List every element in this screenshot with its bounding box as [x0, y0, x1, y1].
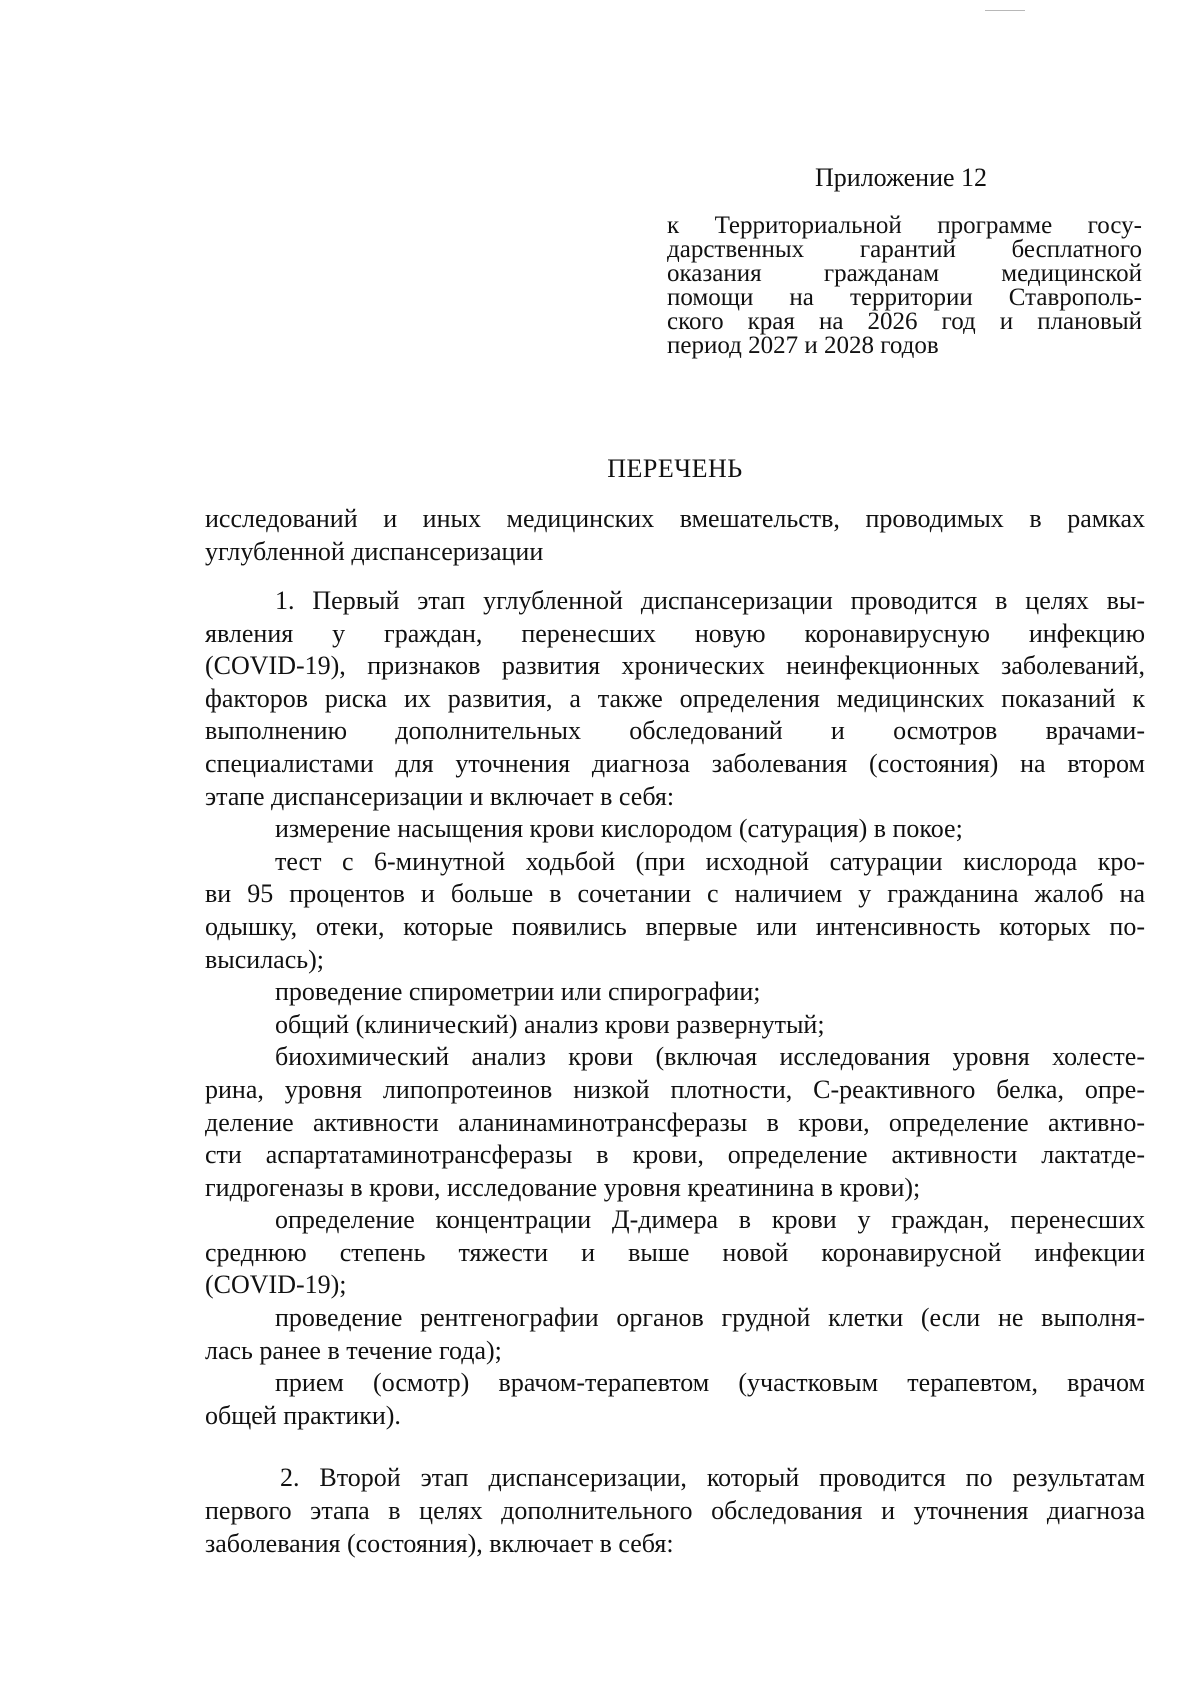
list-item-continuation: рина, уровня липопротеинов низкой плотности, С-реактивного белка, опре- — [205, 1074, 1145, 1104]
paragraph-line: специалистами для уточнения диагноза заболевания (состояния) на втором — [205, 748, 1145, 778]
list-item: проведение спирометрии или спирографии; — [275, 977, 761, 1007]
appendix-line: дарственных гарантий бесплатного — [667, 236, 1142, 263]
paragraph-line: явления у граждан, перенесших новую коронавирусную инфекцию — [205, 618, 1145, 648]
document-heading: ПЕРЕЧЕНЬ — [607, 454, 743, 483]
document-subtitle — [205, 503, 1145, 568]
list-item-continuation: высилась); — [205, 944, 324, 974]
list-item: тест с 6-минутной ходьбой (при исходной сатурации кислорода кро- — [275, 846, 1145, 876]
paragraph-line: (COVID-19), признаков развития хронических неинфекционных заболеваний, — [205, 651, 1145, 681]
list-item: измерение насыщения крови кислородом (сатурация) в покое; — [275, 814, 963, 844]
appendix-line: оказания гражданам медицинской — [667, 260, 1142, 287]
appendix-line: период 2027 и 2028 годов — [667, 332, 939, 359]
list-item-continuation: сти аспартатаминотрансферазы в крови, определение активности лактатде- — [205, 1140, 1145, 1170]
appendix-line: помощи на территории Ставрополь- — [667, 284, 1142, 311]
list-item: прием (осмотр) врачом-терапевтом (участковым терапевтом, врачом — [275, 1368, 1145, 1398]
paragraph-line: 1. Первый этап углубленной диспансеризации проводится в целях вы- — [275, 586, 1145, 615]
paragraph-gap — [205, 1432, 1145, 1462]
list-item: определение концентрации Д-димера в крови у граждан, перенесших — [275, 1205, 1145, 1235]
appendix-reference — [667, 214, 1142, 358]
document-body — [205, 585, 1145, 1560]
paragraph-line: первого этапа в целях дополнительного обследования и уточнения диагноза — [205, 1496, 1145, 1526]
list-item-continuation: одышку, отеки, которые появились впервые или интенсивность которых по- — [205, 911, 1145, 941]
paragraph-line: выполнению дополнительных обследований и осмотров врачами- — [205, 716, 1145, 746]
appendix-line: к Территориальной программе госу- — [667, 212, 1142, 239]
subtitle-line: исследований и иных медицинских вмешательств, проводимых в рамках — [205, 504, 1145, 533]
list-item-continuation: гидрогеназы в крови, исследование уровня креатинина в крови); — [205, 1172, 921, 1202]
paragraph-line: факторов риска их развития, а также определения медицинских показаний к — [205, 683, 1145, 713]
list-item: проведение рентгенографии органов грудной клетки (если не выполня- — [275, 1303, 1145, 1333]
list-item-continuation: деление активности аланинаминотрансферазы в крови, определение активно- — [205, 1107, 1145, 1137]
list-item-continuation: (COVID-19); — [205, 1270, 347, 1300]
appendix-title: Приложение 12 — [815, 163, 988, 192]
list-item-continuation: лась ранее в течение года); — [205, 1335, 502, 1365]
subtitle-line: углубленной диспансеризации — [205, 536, 544, 566]
section-1 — [205, 585, 1145, 1432]
list-item-continuation: среднюю степень тяжести и выше новой коронавирусной инфекции — [205, 1237, 1145, 1267]
paragraph-line: 2. Второй этап диспансеризации, который проводится по результатам — [280, 1463, 1145, 1493]
paragraph-line: заболевания (состояния), включает в себя: — [205, 1528, 674, 1558]
list-item: общий (клинический) анализ крови развернутый; — [275, 1009, 825, 1039]
list-item: биохимический анализ крови (включая исследования уровня холесте- — [275, 1042, 1145, 1072]
list-item-continuation: ви 95 процентов и больше в сочетании с наличием у гражданина жалоб на — [205, 879, 1145, 909]
scan-artifact — [985, 10, 1025, 11]
list-item-continuation: общей практики). — [205, 1400, 401, 1430]
paragraph-line: этапе диспансеризации и включает в себя: — [205, 781, 675, 811]
appendix-line: ского края на 2026 год и плановый — [667, 308, 1142, 335]
section-2 — [205, 1462, 1145, 1560]
